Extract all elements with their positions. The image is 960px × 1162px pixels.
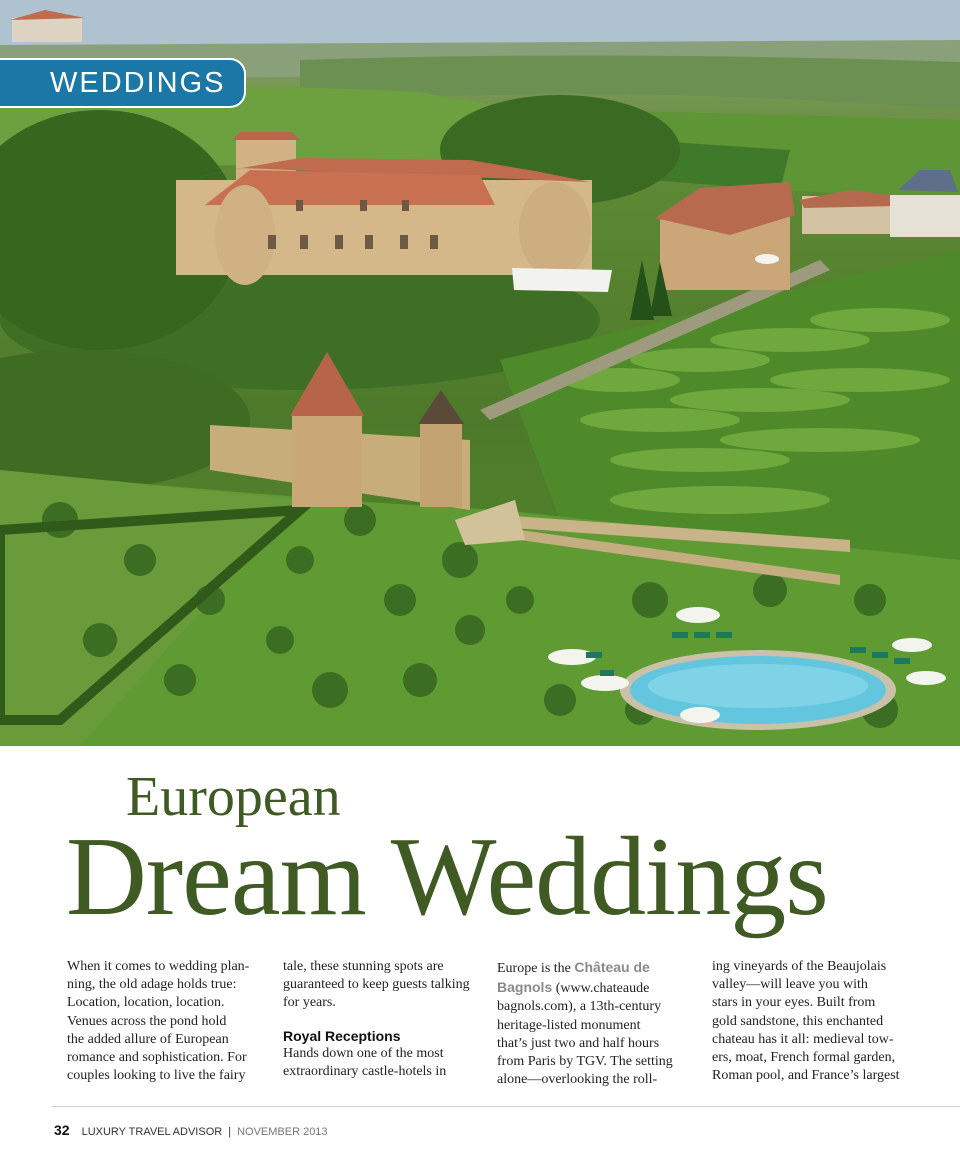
issue-date: NOVEMBER 2013: [237, 1126, 328, 1138]
text-line: guaranteed to keep guests talking: [283, 977, 470, 993]
text-line: alone—overlooking the roll-: [497, 1072, 658, 1088]
text-line: from Paris by TGV. The setting: [497, 1054, 673, 1070]
article-column-2: [283, 958, 483, 1081]
text-line: Hands down one of the most: [283, 1045, 444, 1061]
text-line: heritage-listed monument: [497, 1017, 641, 1033]
headline-kicker: European: [126, 766, 341, 828]
text-line: stars in your eyes. Built from: [712, 995, 876, 1011]
text-line: Venues across the pond hold: [67, 1013, 227, 1029]
text-line: ning, the old adage holds true:: [67, 977, 237, 993]
text-line: [497, 958, 697, 978]
page-number: 32: [54, 1122, 70, 1138]
text-line: the added allure of European: [67, 1031, 229, 1047]
text-line: ing vineyards of the Beaujolais: [712, 959, 887, 974]
footer-separator: |: [228, 1126, 232, 1138]
text-line: valley—will leave you with: [712, 977, 868, 993]
text-line: Location, location, location.: [67, 995, 225, 1011]
text-line: ers, moat, French formal garden,: [712, 1050, 896, 1066]
venue-name: Bagnols: [497, 979, 553, 996]
article-column-4: [712, 958, 912, 1085]
subheading-royal-receptions: Royal Receptions: [283, 1027, 401, 1044]
text-line: for years.: [283, 995, 336, 1011]
headline-title: Dream Weddings: [66, 815, 828, 939]
text-line: gold sandstone, this enchanted: [712, 1013, 884, 1029]
page-footer: [54, 1122, 328, 1138]
text-line: When it comes to wedding plan-: [67, 959, 250, 974]
text-line: chateau has it all: medieval tow-: [712, 1031, 894, 1047]
text-line: [497, 978, 697, 998]
article-column-3: [497, 958, 697, 1089]
text-fragment: (www.chateaude: [552, 981, 650, 997]
text-line: bagnols.com), a 13th-century: [497, 999, 662, 1015]
article-column-1: [67, 958, 267, 1085]
text-line: couples looking to live the fairy: [67, 1068, 246, 1084]
text-line: romance and sophistication. For: [67, 1050, 247, 1066]
section-tab-weddings: WEDDINGS: [0, 58, 246, 108]
text-line: tale, these stunning spots are: [283, 959, 444, 974]
text-line: Roman pool, and France’s largest: [712, 1068, 900, 1084]
text-fragment: Europe is the: [497, 961, 575, 976]
text-line: extraordinary castle-hotels in: [283, 1063, 447, 1079]
publication-name: LUXURY TRAVEL ADVISOR: [81, 1126, 223, 1138]
text-line: that’s just two and half hours: [497, 1035, 660, 1051]
venue-name: Château de: [574, 959, 650, 975]
footer-divider: [52, 1106, 960, 1107]
